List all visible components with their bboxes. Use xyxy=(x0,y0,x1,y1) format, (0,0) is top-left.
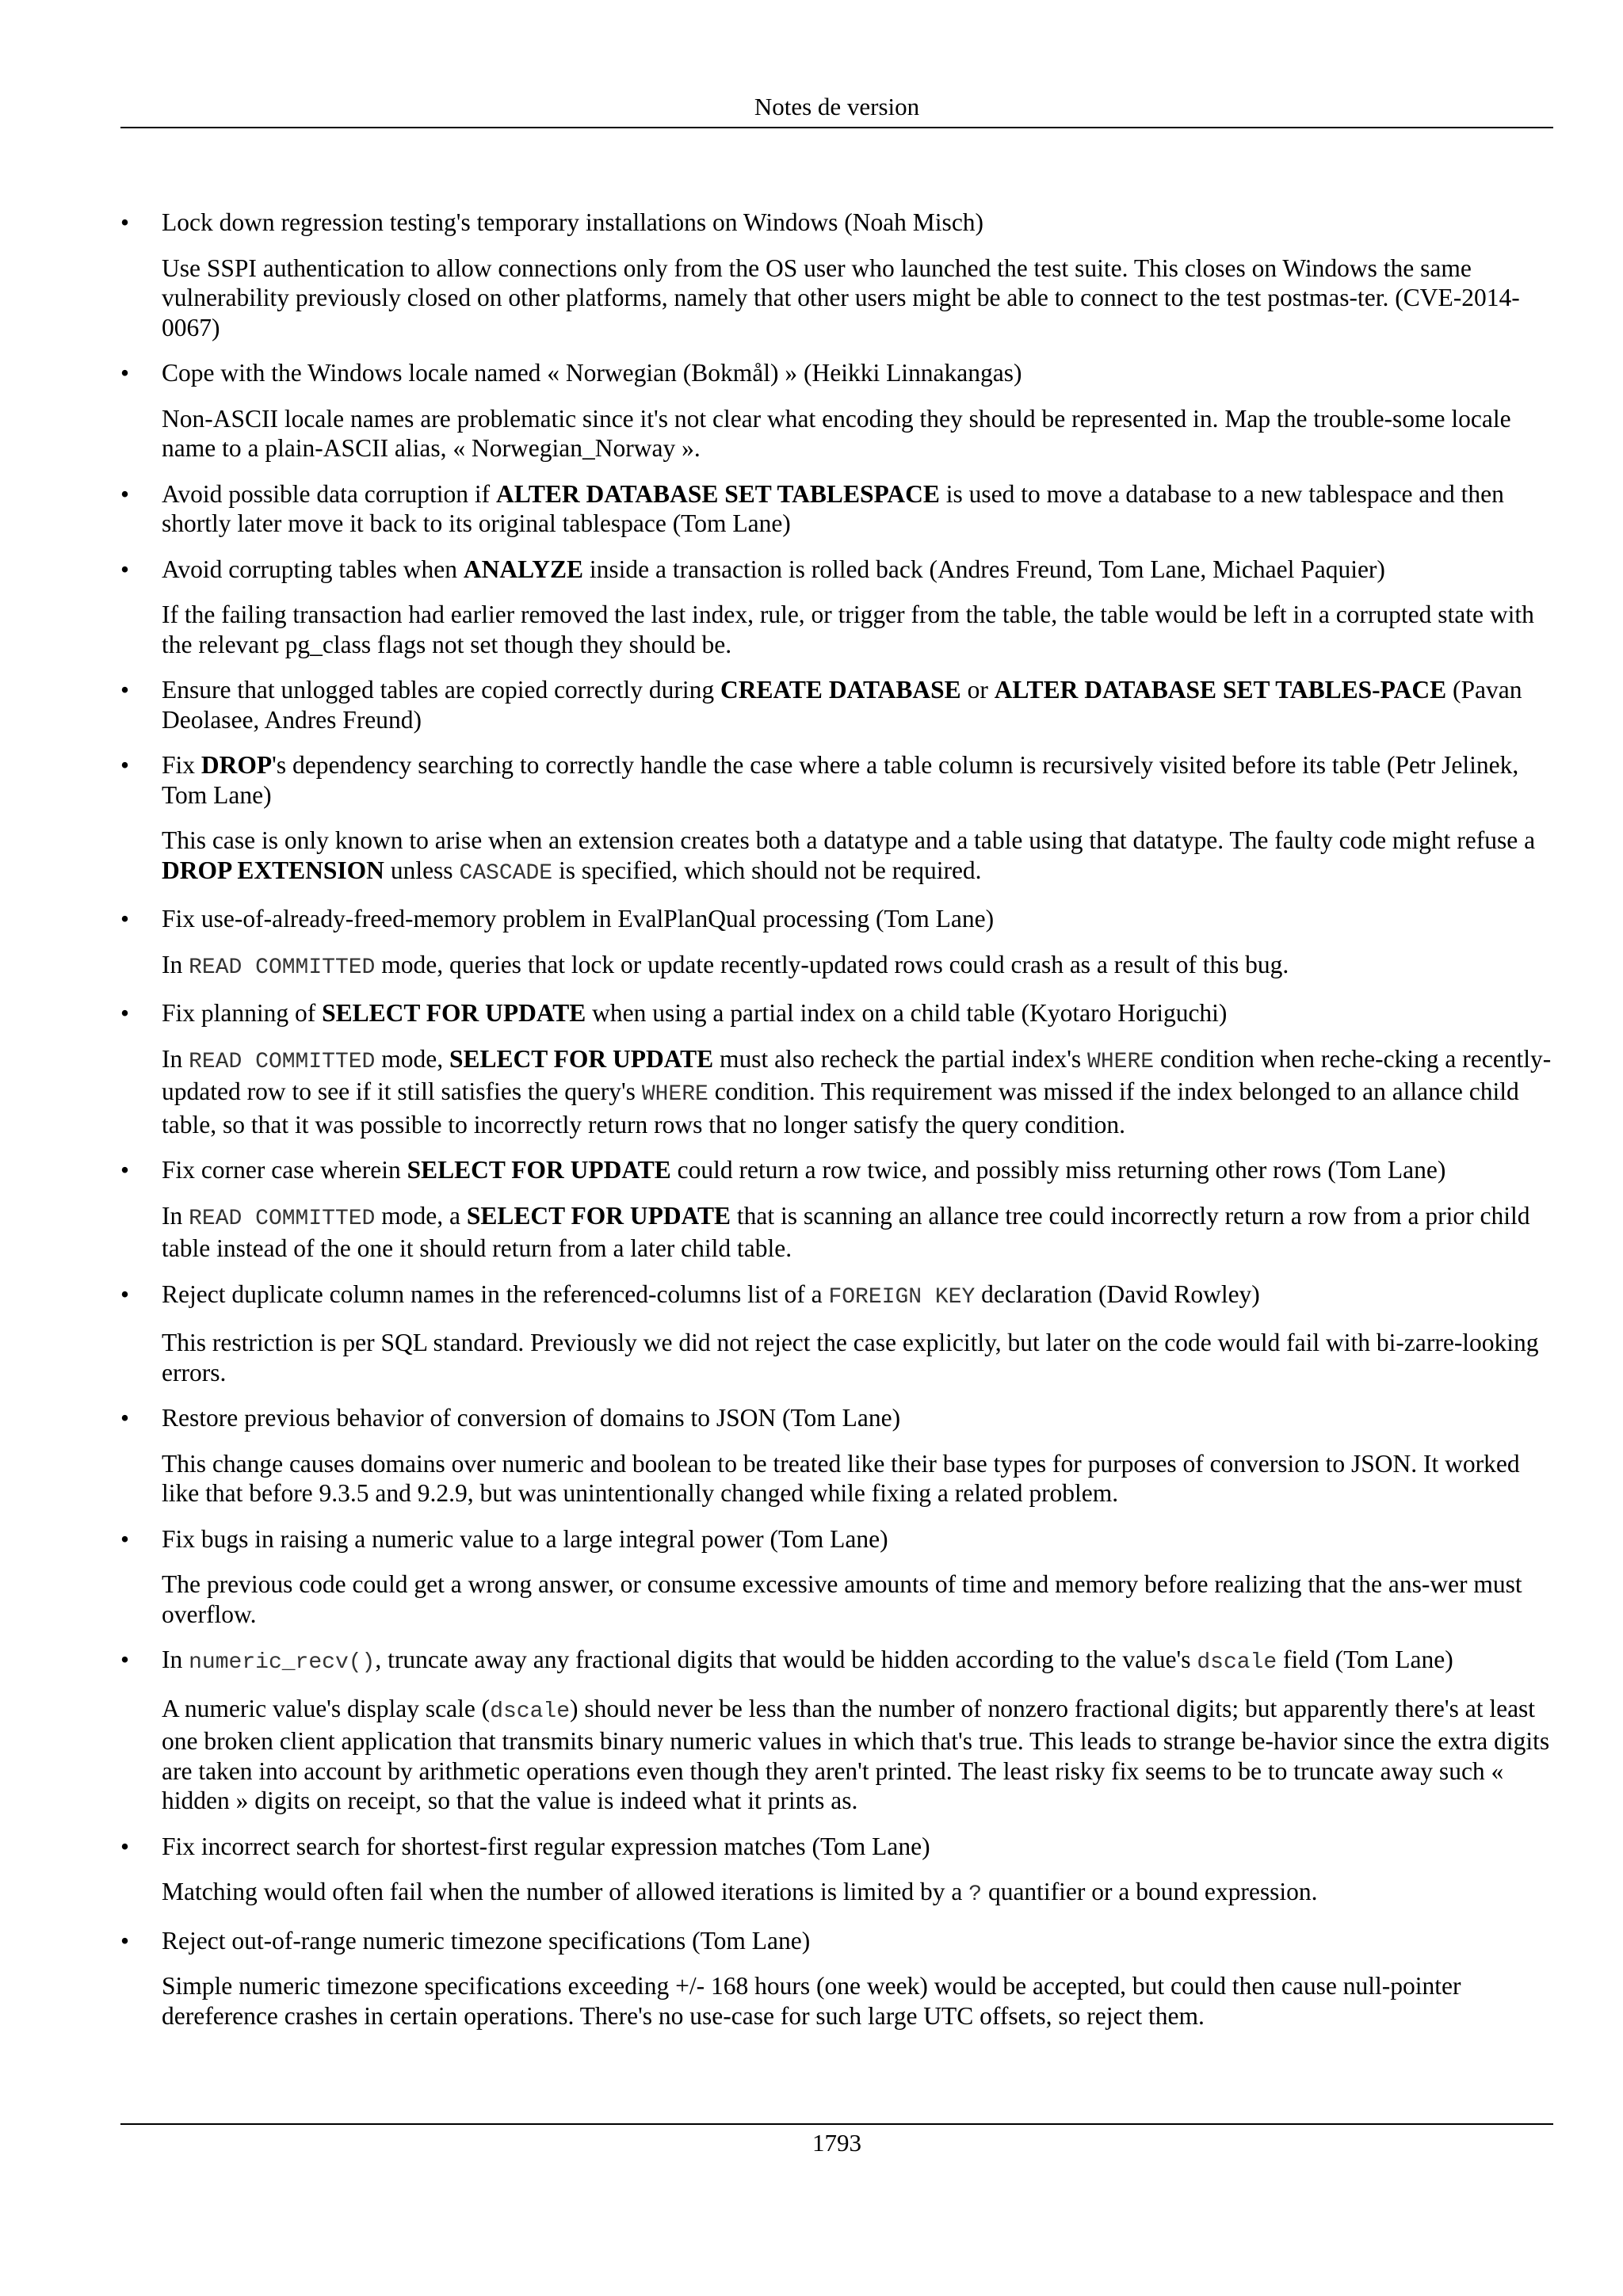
item-description: This restriction is per SQL standard. Previously we did not reject the case explicitly, but later on the code would fail with bi-zarre-looking errors. xyxy=(162,1329,1539,1386)
code-literal: WHERE xyxy=(641,1082,708,1107)
bullet: • xyxy=(120,1926,130,1955)
list-item xyxy=(120,675,1553,734)
item-description: This change causes domains over numeric and boolean to be treated like their base types for purposes of conversion to JSON. It worked like that before 9.3.5 and 9.2.9, but was unintentionally changed while fixing a related problem. xyxy=(162,1449,1520,1507)
item-description: Non-ASCII locale names are problematic since it's not clear what encoding they should be represented in. Map the trouble-some locale name to a plain-ASCII alias, « Norwegian_Norway ». xyxy=(162,404,1511,462)
item-title: Reject out-of-range numeric timezone specifications (Tom Lane) xyxy=(162,1926,811,1955)
item-description: In READ COMMITTED mode, queries that lock or update recently-updated rows could crash as a result of this bug. xyxy=(162,950,1289,980)
item-title: Fix DROP's dependency searching to correctly handle the case where a table column is recursively visited before its table (Petr Jelinek, Tom Lane) xyxy=(162,751,1519,809)
list-item xyxy=(120,1524,1553,1630)
list-item xyxy=(120,1403,1553,1508)
item-title: Fix corner case wherein SELECT FOR UPDATE could return a row twice, and possibly miss returning other rows (Tom Lane) xyxy=(162,1156,1446,1184)
bullet: • xyxy=(120,1524,130,1553)
item-description: In READ COMMITTED mode, SELECT FOR UPDATE must also recheck the partial index's WHERE condition when reche-cking a recently-updated row to see if it still satisfies the query's WHERE condition. This requirement was missed if the index belonged to an allance child table, so that it was possible to incorrectly return rows that no longer satisfy the query condition. xyxy=(162,1044,1552,1138)
code-literal: dscale xyxy=(1197,1650,1277,1675)
item-description: Use SSPI authentication to allow connections only from the OS user who launched the test suite. This closes on Windows the same vulnerability previously closed on other platforms, namely that other users might be able to connect to the test postmas-ter. (CVE-2014-0067) xyxy=(162,254,1520,341)
bullet: • xyxy=(120,905,130,933)
item-title: Cope with the Windows locale named « Norwegian (Bokmål) » (Heikki Linnakangas) xyxy=(162,359,1022,387)
item-title: Fix use-of-already-freed-memory problem in EvalPlanQual processing (Tom Lane) xyxy=(162,905,995,933)
bullet: • xyxy=(120,999,130,1027)
bullet: • xyxy=(120,751,130,779)
bullet: • xyxy=(120,1280,130,1308)
bullet: • xyxy=(120,555,130,583)
sql-command: ANALYZE xyxy=(463,555,583,583)
sql-command: DROP xyxy=(200,751,273,779)
header-rule xyxy=(120,127,1553,128)
bullet: • xyxy=(120,1832,130,1860)
page-header-title: Notes de version xyxy=(754,93,920,120)
footer-rule xyxy=(120,2123,1553,2125)
sql-command: SELECT FOR UPDATE xyxy=(322,999,586,1027)
item-title: Reject duplicate column names in the referenced-columns list of a FOREIGN KEY declaration (David Rowley) xyxy=(162,1280,1260,1310)
list-item xyxy=(120,208,1553,342)
item-title: Lock down regression testing's temporary installations on Windows (Noah Misch) xyxy=(162,208,984,236)
item-description: This case is only known to arise when an extension creates both a datatype and a table using that datatype. The faulty code might refuse a DROP EXTENSION unless CASCADE is specified, which should not be required. xyxy=(162,826,1536,886)
item-title: Fix incorrect search for shortest-first regular expression matches (Tom Lane) xyxy=(162,1832,930,1860)
page-number: 1793 xyxy=(812,2129,861,2157)
item-title: Ensure that unlogged tables are copied correctly during CREATE DATABASE or ALTER DATABASE SET TABLES-PACE (Pavan Deolasee, Andres Freund) xyxy=(162,676,1522,734)
code-literal: numeric_recv() xyxy=(189,1650,376,1675)
code-literal: READ COMMITTED xyxy=(189,1206,376,1231)
sql-command: ALTER DATABASE SET TABLES-PACE xyxy=(994,676,1447,704)
item-description: Matching would often fail when the number of allowed iterations is limited by a ? quantifier or a bound expression. xyxy=(162,1878,1318,1907)
release-notes-list xyxy=(120,208,1553,2046)
item-title: Fix planning of SELECT FOR UPDATE when using a partial index on a child table (Kyotaro Horiguchi) xyxy=(162,999,1228,1027)
code-literal: ? xyxy=(968,1882,983,1907)
list-item xyxy=(120,1280,1553,1388)
bullet: • xyxy=(120,676,130,704)
item-title: Avoid possible data corruption if ALTER DATABASE SET TABLESPACE is used to move a database to a new tablespace and then shortly later move it back to its original tablespace (Tom Lane) xyxy=(162,479,1504,537)
bullet: • xyxy=(120,1156,130,1184)
sql-command: SELECT FOR UPDATE xyxy=(407,1156,671,1184)
list-item xyxy=(120,358,1553,463)
bullet: • xyxy=(120,1404,130,1432)
list-item xyxy=(120,479,1553,539)
sql-command: DROP EXTENSION xyxy=(162,856,384,884)
sql-command: CREATE DATABASE xyxy=(720,676,961,704)
list-item xyxy=(120,904,1553,982)
list-item xyxy=(120,1832,1553,1910)
list-item xyxy=(120,1926,1553,2031)
list-item xyxy=(120,750,1553,888)
item-description: If the failing transaction had earlier removed the last index, rule, or trigger from the table, the table would be left in a corrupted state with the relevant pg_class flags not set though they should be. xyxy=(162,601,1534,658)
item-title: In numeric_recv(), truncate away any fractional digits that would be hidden according to the value's dscale field (Tom Lane) xyxy=(162,1646,1453,1675)
item-title: Avoid corrupting tables when ANALYZE inside a transaction is rolled back (Andres Freund, Tom Lane, Michael Paquier) xyxy=(162,555,1385,583)
list-item xyxy=(120,998,1553,1139)
bullet: • xyxy=(120,359,130,387)
list-item xyxy=(120,1645,1553,1816)
item-description: Simple numeric timezone specifications exceeding +/- 168 hours (one week) would be accepted, but could then cause null-pointer dereference crashes in certain operations. There's no use-case for such large UTC offsets, so reject them. xyxy=(162,1972,1461,2030)
code-literal: dscale xyxy=(490,1699,571,1724)
item-description: A numeric value's display scale (dscale) should never be less than the number of nonzero fractional digits; but apparently there's at least one broken client application that transmits binary numeric values in which that's true. This leads to strange be-havior since the extra digits are taken into account by arithmetic operations even though they aren't printed. The least risky fix seems to be to truncate away such « hidden » digits on receipt, so that the value is indeed what it prints as. xyxy=(162,1694,1550,1814)
code-literal: CASCADE xyxy=(459,860,553,886)
bullet: • xyxy=(120,1646,130,1673)
item-title: Restore previous behavior of conversion of domains to JSON (Tom Lane) xyxy=(162,1404,901,1432)
bullet: • xyxy=(120,208,130,236)
code-literal: WHERE xyxy=(1087,1049,1155,1074)
list-item xyxy=(120,555,1553,660)
list-item xyxy=(120,1155,1553,1264)
code-literal: READ COMMITTED xyxy=(189,1049,376,1074)
sql-command: ALTER DATABASE SET TABLESPACE xyxy=(495,479,940,508)
item-description: The previous code could get a wrong answer, or consume excessive amounts of time and memory before realizing that the ans-wer must overflow. xyxy=(162,1570,1522,1628)
item-title: Fix bugs in raising a numeric value to a large integral power (Tom Lane) xyxy=(162,1524,888,1553)
sql-command: SELECT FOR UPDATE xyxy=(449,1044,714,1073)
bullet: • xyxy=(120,479,130,508)
item-description: In READ COMMITTED mode, a SELECT FOR UPDATE that is scanning an allance tree could incorrectly return a row from a prior child table instead of the one it should return from a later child table. xyxy=(162,1201,1530,1262)
sql-command: SELECT FOR UPDATE xyxy=(466,1201,731,1230)
code-literal: READ COMMITTED xyxy=(189,955,376,980)
code-literal: FOREIGN KEY xyxy=(828,1284,976,1310)
